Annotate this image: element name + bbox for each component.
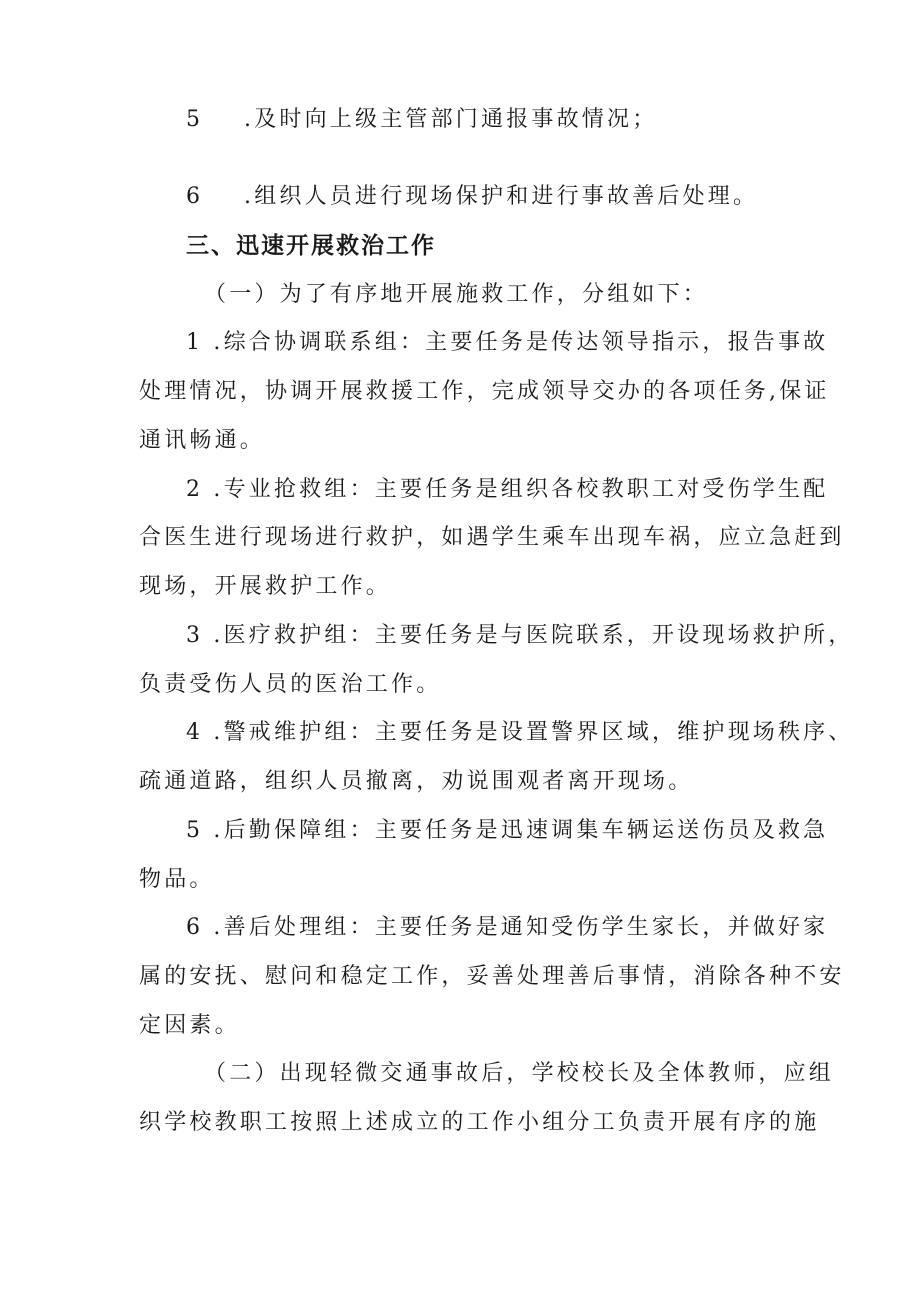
list-item-text: .及时向上级主管部门通报事故情况； [244,107,658,132]
section-heading: 三、迅速开展救治工作 [186,233,436,259]
paragraph-line: 1 .综合协调联系组：主要任务是传达领导指示，报告事故 [186,330,829,355]
paragraph-line: 通讯畅通。 [139,428,266,453]
paragraph-line: 6 .善后处理组：主要任务是通知受伤学生家长，并做好家 [186,915,829,940]
paragraph-line: 属的安抚、慰问和稳定工作，妥善处理善后事情，消除各种不安 [139,964,845,989]
paragraph-line: 疏通道路，组织人员撤离，劝说围观者离开现场。 [139,769,694,794]
list-item-6 [186,182,758,212]
list-item-5 [186,105,657,135]
paragraph-line: 合医生进行现场进行救护，如遇学生乘车出现车祸，应立急赶到 [139,525,845,550]
list-item-number: 6 [186,184,204,209]
subsection-intro: （一）为了有序地开展施救工作，分组如下： [204,282,709,307]
paragraph-line: 5 .后勤保障组：主要任务是迅速调集车辆运送伤员及救急 [186,818,829,843]
paragraph-line: 负责受伤人员的医治工作。 [139,672,442,697]
paragraph-line: 3 .医疗救护组：主要任务是与医院联系，开设现场救护所， [186,623,854,648]
paragraph-line: 定因素。 [139,1013,240,1038]
paragraph-line: 4 .警戒维护组：主要任务是设置警界区域，维护现场秩序、 [186,720,854,745]
list-item-text: .组织人员进行现场保护和进行事故善后处理。 [244,184,759,209]
paragraph-line: （二）出现轻微交通事故后，学校校长及全体教师，应组 [204,1061,835,1086]
paragraph-line: 物品。 [139,867,215,892]
list-item-number: 5 [186,107,204,132]
paragraph-line: 织学校教职工按照上述成立的工作小组分工负责开展有序的施 [139,1110,820,1135]
paragraph-line: 处理情况，协调开展救援工作，完成领导交办的各项任务,保证 [139,379,830,404]
paragraph-line: 现场，开展救护工作。 [139,574,392,599]
paragraph-line: 2 .专业抢救组：主要任务是组织各校教职工对受伤学生配 [186,477,829,502]
